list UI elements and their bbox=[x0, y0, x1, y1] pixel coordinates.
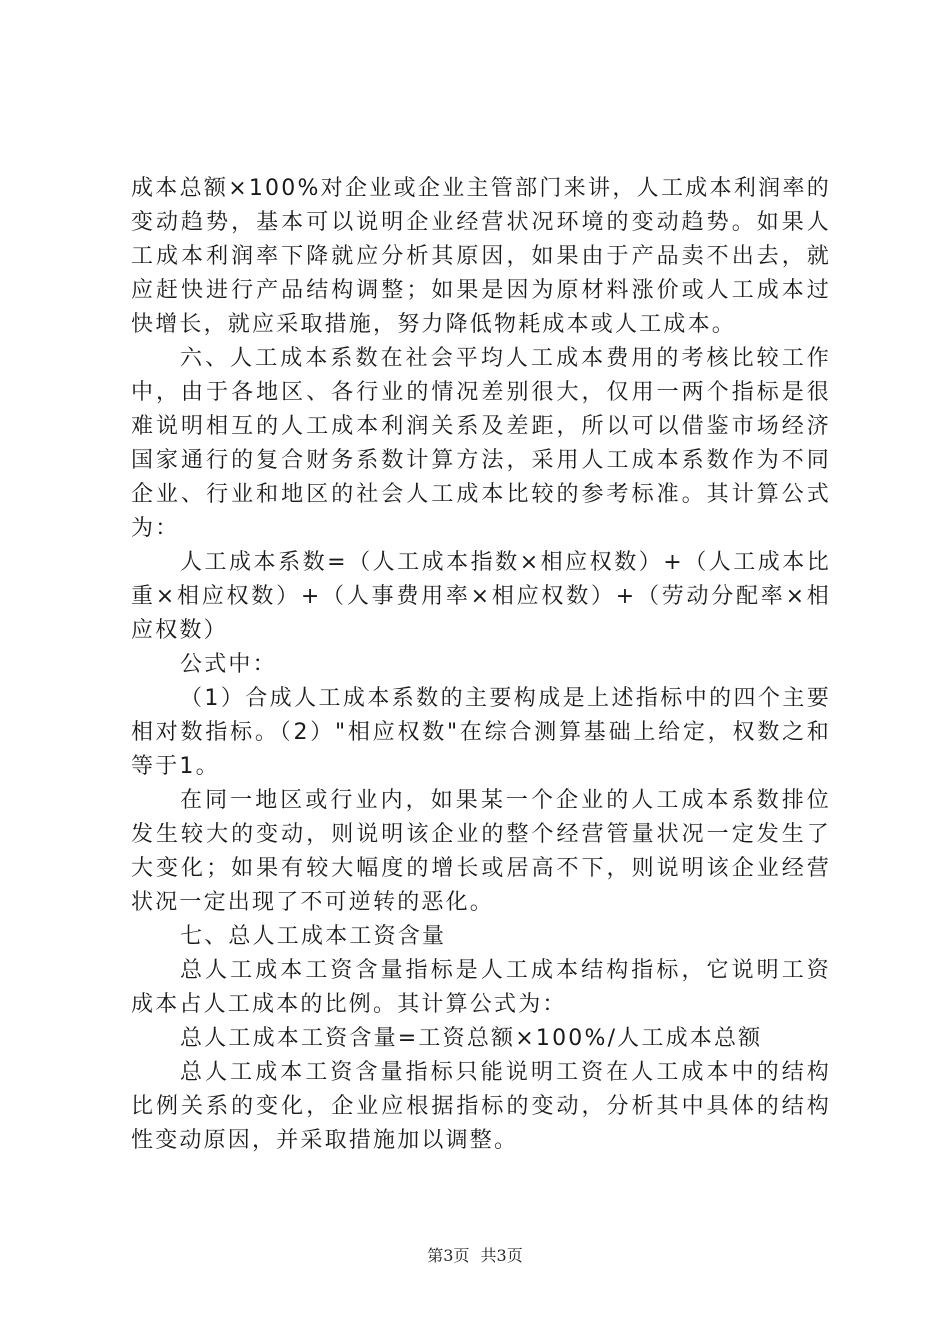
paragraph-formula-notes: （1）合成人工成本系数的主要构成是上述指标中的四个主要相对数指标。（2）"相应权数"在综合测算基础上给定，权数之和等于1。 bbox=[131, 686, 831, 779]
paragraph-wage-content-definition: 总人工成本工资含量指标是人工成本结构指标，它说明工资成本占人工成本的比例。其计算公式为： bbox=[131, 958, 831, 1017]
page-footer bbox=[0, 1246, 950, 1266]
paragraph-wage-content-formula: 总人工成本工资含量=工资总额×100%/人工成本总额 bbox=[180, 1026, 763, 1051]
paragraph-formula-note-heading: 公式中： bbox=[180, 652, 277, 677]
paragraph-wage-content-analysis: 总人工成本工资含量指标只能说明工资在人工成本中的结构比例关系的变化，企业应根据指标的变动，分析其中具体的结构性变动原因，并采取措施加以调整。 bbox=[131, 1060, 831, 1153]
paragraph-coefficient-formula: 人工成本系数=（人工成本指数×相应权数）+（人工成本比重×相应权数）+（人事费用率×相应权数）+（劳动分配率×相应权数） bbox=[131, 550, 831, 643]
paragraph-labor-cost-coefficient: 六、人工成本系数在社会平均人工成本费用的考核比较工作中，由于各地区、各行业的情况差别很大，仅用一两个指标是很难说明相互的人工成本利润关系及差距，所以可以借鉴市场经济国家通行的复合财务系数计算方法，采用人工成本系数作为不同企业、行业和地区的社会人工成本比较的参考标准。其计算公式为： bbox=[131, 346, 831, 541]
page-total: 共3页 bbox=[480, 1246, 523, 1265]
section-heading-wage-content: 七、总人工成本工资含量 bbox=[180, 924, 447, 949]
paragraph-continuation: 成本总额×100%对企业或企业主管部门来讲，人工成本利润率的变动趋势，基本可以说明企业经营状况环境的变动趋势。如果人工成本利润率下降就应分析其原因，如果由于产品卖不出去，就应赶快进行产品结构调整；如果是因为原材料涨价或人工成本过快增长，就应采取措施，努力降低物耗成本或人工成本。 bbox=[131, 176, 831, 337]
document-body bbox=[131, 172, 831, 1158]
paragraph-ranking-change: 在同一地区或行业内，如果某一个企业的人工成本系数排位发生较大的变动，则说明该企业的整个经营管量状况一定发生了大变化；如果有较大幅度的增长或居高不下，则说明该企业经营状况一定出现了不可逆转的恶化。 bbox=[131, 788, 831, 915]
page-number: 第3页 bbox=[427, 1246, 470, 1265]
